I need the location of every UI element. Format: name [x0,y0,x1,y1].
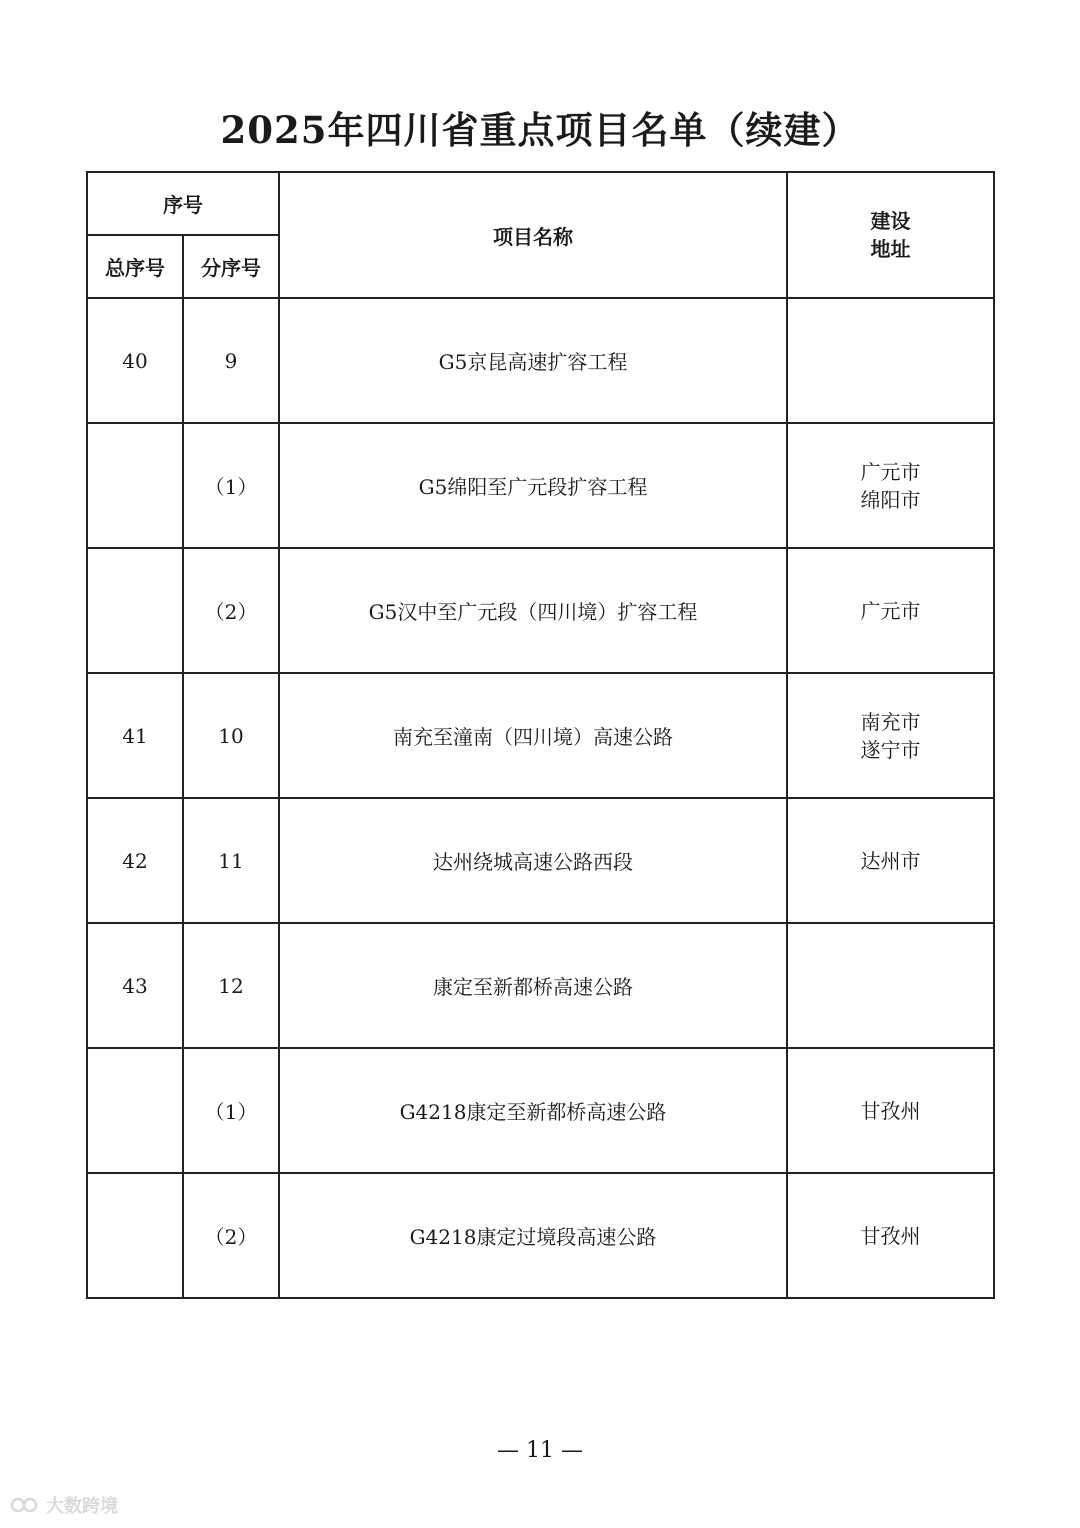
cell-sub-seq: 9 [183,298,279,423]
cell-project-name: G4218康定过境段高速公路 [279,1173,787,1298]
table-row [87,1048,994,1173]
location-item: 绵阳市 [860,487,921,512]
cell-sub-seq: 11 [183,798,279,923]
cell-project-name: 南充至潼南（四川境）高速公路 [279,673,787,798]
cell-sub-seq: （2） [183,548,279,673]
cell-project-name: 达州绕城高速公路西段 [279,798,787,923]
cell-location [787,798,994,923]
table-row [87,423,994,548]
location-item: 南充市 [860,709,921,734]
location-item: 广元市 [860,598,921,623]
cell-total-seq: 41 [87,673,183,798]
watermark [10,1492,118,1518]
cell-sub-seq: 10 [183,673,279,798]
cell-total-seq [87,1173,183,1298]
watermark-text: 大数跨境 [46,1496,118,1517]
cell-total-seq: 42 [87,798,183,923]
cell-project-name: 康定至新都桥高速公路 [279,923,787,1048]
watermark-logo-icon [10,1495,40,1515]
header-location-label: 建设 地址 [870,209,911,261]
cell-total-seq [87,548,183,673]
cell-sub-seq: 12 [183,923,279,1048]
cell-location [787,1048,994,1173]
table-row [87,923,994,1048]
location-item: 广元市 [860,459,921,484]
location-item: 甘孜州 [860,1223,921,1248]
cell-total-seq [87,1048,183,1173]
cell-sub-seq: （1） [183,1048,279,1173]
page-number: — 11 — [497,1438,583,1463]
cell-location [787,423,994,548]
header-seq-group: 序号 [87,172,279,235]
table-row [87,298,994,423]
table-row [87,673,994,798]
table-row [87,1173,994,1298]
cell-location [787,1173,994,1298]
header-location [787,172,994,298]
cell-location [787,298,994,423]
cell-project-name: G5京昆高速扩容工程 [279,298,787,423]
cell-project-name: G4218康定至新都桥高速公路 [279,1048,787,1173]
header-total-seq: 总序号 [87,235,183,298]
location-item: 甘孜州 [860,1098,921,1123]
location-item: 遂宁市 [860,737,921,762]
cell-sub-seq: （1） [183,423,279,548]
cell-location [787,923,994,1048]
cell-total-seq: 43 [87,923,183,1048]
cell-total-seq [87,423,183,548]
table-row [87,548,994,673]
cell-project-name: G5绵阳至广元段扩容工程 [279,423,787,548]
cell-total-seq: 40 [87,298,183,423]
cell-location [787,548,994,673]
cell-sub-seq: （2） [183,1173,279,1298]
header-project-name: 项目名称 [279,172,787,298]
project-table [86,171,995,1299]
cell-project-name: G5汉中至广元段（四川境）扩容工程 [279,548,787,673]
cell-location [787,673,994,798]
table-row [87,798,994,923]
location-item: 达州市 [860,848,921,873]
page-title: 2025年四川省重点项目名单（续建） [220,108,860,152]
header-sub-seq: 分序号 [183,235,279,298]
